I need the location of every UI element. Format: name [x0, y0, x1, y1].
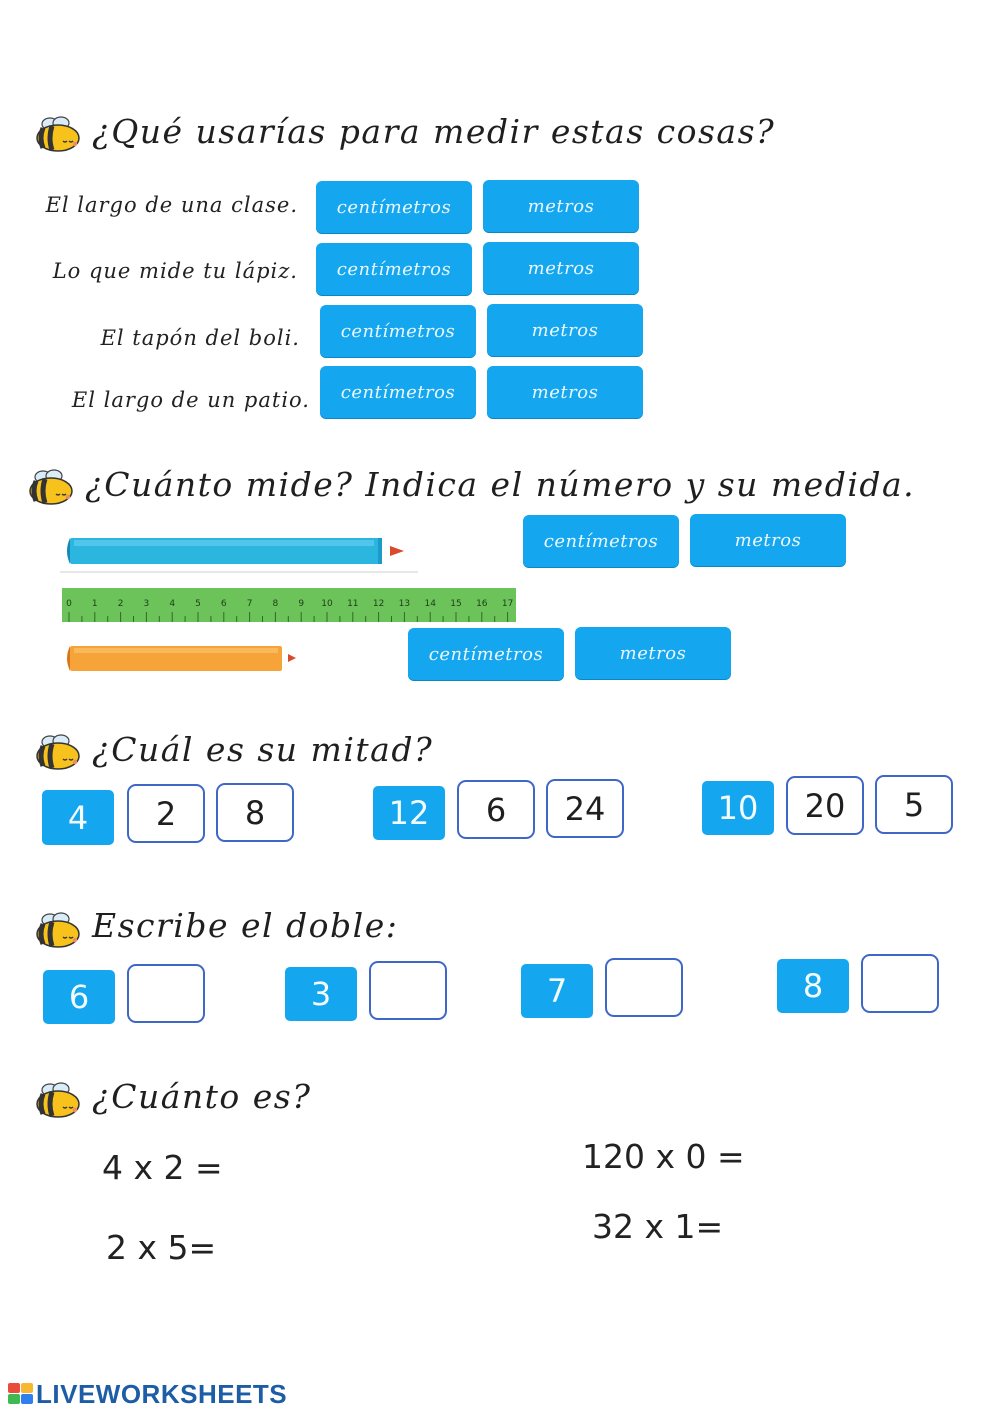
ruler-tick-label: 6	[220, 599, 227, 609]
section4-title: Escribe el doble:	[92, 906, 399, 945]
row-label: Lo que mide tu lápiz.	[52, 259, 298, 283]
ruler-tick-label: 0	[66, 599, 72, 609]
answer-input[interactable]	[127, 964, 205, 1023]
option-metros[interactable]: metros	[483, 242, 639, 294]
ruler-tick-label: 7	[246, 599, 253, 609]
number-tile: 3	[285, 967, 357, 1021]
answer-choice[interactable]: 5	[875, 775, 953, 834]
answer-input[interactable]	[369, 961, 447, 1020]
number-tile: 12	[373, 786, 445, 840]
option-centimetros[interactable]: centímetros	[523, 515, 679, 567]
footer-brand: LIVEWORKSHEETS	[36, 1379, 288, 1409]
bee-icon	[34, 1081, 82, 1119]
ruler-tick-label: 2	[117, 599, 124, 609]
orange-pencil-image	[60, 640, 310, 680]
answer-input[interactable]	[861, 954, 939, 1013]
ruler-tick-label: 10	[321, 599, 333, 609]
option-metros[interactable]: metros	[483, 180, 639, 232]
ruler-tick-label: 4	[169, 599, 176, 609]
number-tile: 6	[43, 970, 115, 1024]
number-tile: 8	[777, 959, 849, 1013]
blue-pencil-image	[60, 530, 420, 576]
section2-title: ¿Cuánto mide? Indica el número y su medida.	[85, 465, 916, 504]
ruler-tick-label: 5	[195, 599, 201, 609]
ruler-tick-label: 13	[398, 599, 411, 609]
ruler-tick-label: 11	[347, 599, 359, 609]
multiplication-problem: 2 x 5=	[106, 1228, 217, 1267]
option-centimetros[interactable]: centímetros	[320, 305, 476, 357]
multiplication-problem: 4 x 2 =	[102, 1148, 223, 1187]
row-label: El tapón del boli.	[100, 326, 300, 350]
option-centimetros[interactable]: centímetros	[320, 366, 476, 418]
number-tile: 7	[521, 964, 593, 1018]
answer-choice[interactable]: 20	[786, 776, 864, 835]
answer-choice[interactable]: 8	[216, 783, 294, 842]
row-label: El largo de una clase.	[45, 193, 298, 217]
option-centimetros[interactable]: centímetros	[408, 628, 564, 680]
ruler-tick-label: 14	[424, 599, 436, 609]
liveworksheets-logo-icon	[8, 1383, 34, 1405]
bee-icon	[34, 733, 82, 771]
number-tile: 10	[702, 781, 774, 835]
bee-icon	[27, 468, 75, 506]
answer-choice[interactable]: 2	[127, 784, 205, 843]
multiplication-problem: 32 x 1=	[592, 1207, 724, 1246]
option-centimetros[interactable]: centímetros	[316, 181, 472, 233]
ruler-tick-label: 17	[501, 599, 514, 609]
option-metros[interactable]: metros	[487, 366, 643, 418]
ruler-tick-label: 16	[476, 599, 488, 609]
answer-input[interactable]	[605, 958, 683, 1017]
ruler-tick-label: 1	[91, 599, 98, 609]
ruler-tick-label: 8	[272, 599, 279, 609]
bee-icon	[34, 115, 82, 153]
section5-title: ¿Cuánto es?	[92, 1077, 312, 1116]
option-centimetros[interactable]: centímetros	[316, 243, 472, 295]
ruler-tick-label: 9	[298, 599, 305, 609]
ruler-tick-label: 3	[143, 599, 150, 609]
section1-title: ¿Qué usarías para medir estas cosas?	[92, 112, 776, 151]
option-metros[interactable]: metros	[690, 514, 846, 566]
ruler-tick-label: 15	[450, 599, 462, 609]
answer-choice[interactable]: 6	[457, 780, 535, 839]
row-label: El largo de un patio.	[71, 388, 310, 412]
number-tile: 4	[42, 790, 114, 845]
ruler-tick-label: 12	[372, 599, 385, 609]
section3-title: ¿Cuál es su mitad?	[92, 730, 434, 769]
ruler-image	[62, 588, 518, 624]
option-metros[interactable]: metros	[575, 627, 731, 679]
multiplication-problem: 120 x 0 =	[582, 1137, 745, 1176]
answer-choice[interactable]: 24	[546, 779, 624, 838]
bee-icon	[34, 911, 82, 949]
option-metros[interactable]: metros	[487, 304, 643, 356]
